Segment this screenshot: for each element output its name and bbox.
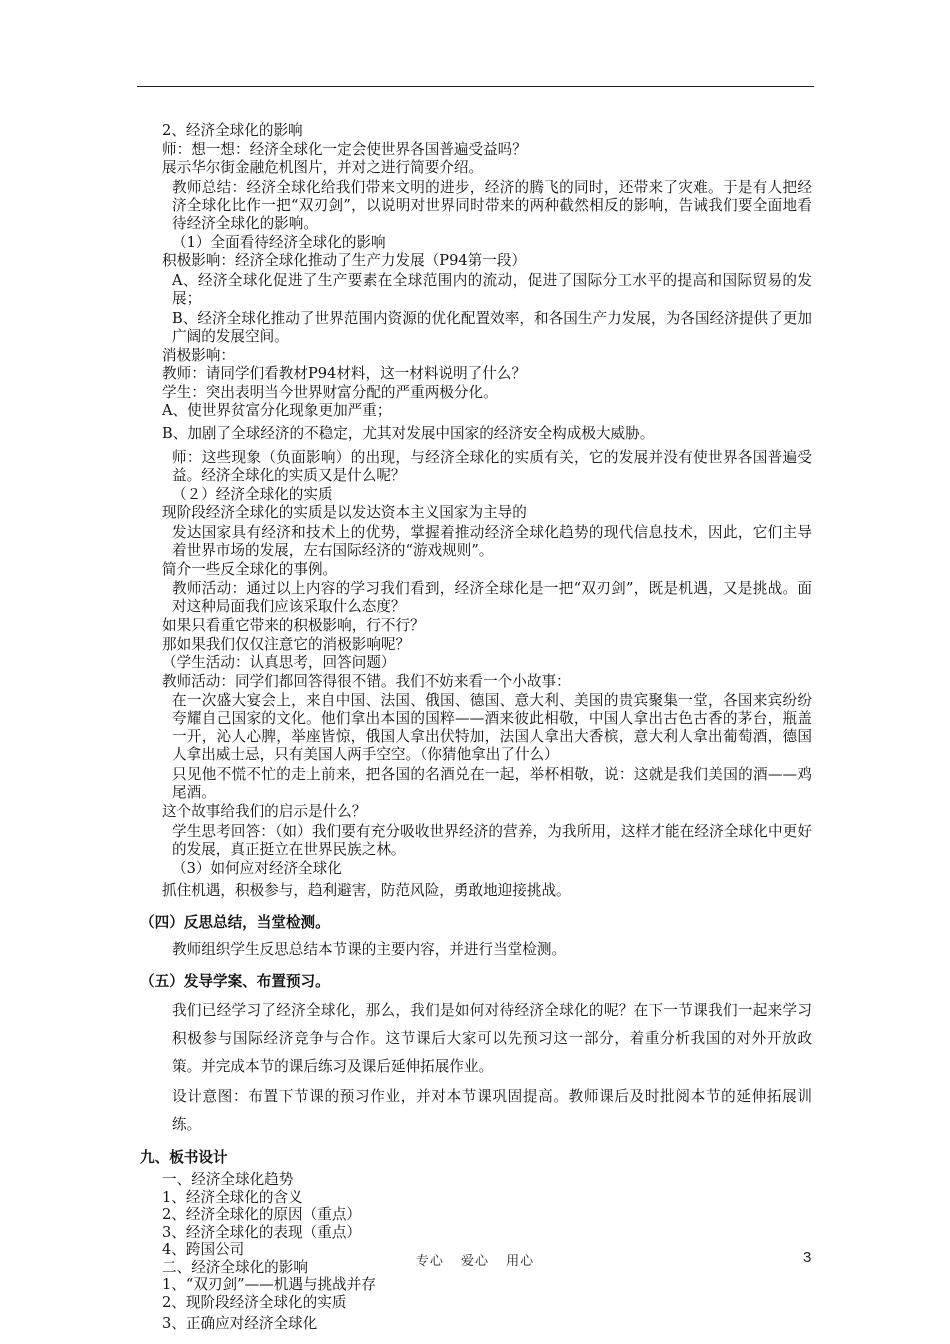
text-line: 消极影响： — [162, 346, 235, 364]
text-line: 发达国家具有经济和技术上的优势，掌握着推动经济全球化趋势的现代信息技术，因此，它们主导着世界市场的发展，左右国际经济的“游戏规则”。 — [172, 523, 812, 559]
text-line: 师：这些现象（负面影响）的出现，与经济全球化的实质有关，它的发展并没有使世界各国普遍受益。经济全球化的实质又是什么呢？ — [172, 448, 812, 484]
board-item: 二、经济全球化的影响 — [162, 1258, 308, 1276]
heading-reflection: （四）反思总结，当堂检测。 — [140, 914, 330, 931]
paragraph-design-intent: 设计意图：布置下节课的预习作业，并对本节课巩固提高。教师课后及时批阅本节的延伸拓展训练。 — [172, 1088, 812, 1133]
text-line: 这个故事给我们的启示是什么？ — [162, 803, 367, 820]
text-line: 积极影响：经济全球化推动了生产力发展（P94第一段） — [162, 252, 527, 269]
text-line: 教师活动：通过以上内容的学习我们看到，经济全球化是一把“双刃剑”，既是机遇，又是挑战。面对这种局面我们应该采取什么态度？ — [172, 580, 812, 615]
board-item: 3、正确应对经济全球化 — [162, 1315, 318, 1332]
text-line: B、经济全球化推动了世界范围内资源的优化配置效率，和各国生产力发展，为各国经济提供了更加广阔的发展空间。 — [172, 309, 812, 345]
board-item: 1、经济全球化的含义 — [162, 1188, 303, 1206]
board-item: 2、现阶段经济全球化的实质 — [162, 1293, 347, 1311]
text-line: 教师：请同学们看教材P94材料，这一材料说明了什么？ — [162, 365, 527, 382]
text-line: A、使世界贫富分化现象更加严重； — [162, 402, 392, 419]
text-line: 学生思考回答：（如）我们要有充分吸收世界经济的营养，为我所用，这样才能在经济全球化中更好的发展，真正挺立在世界民族之林。 — [172, 822, 812, 858]
footer-motto: 专心 爱心 用心 — [415, 1254, 535, 1269]
text-line: B、加剧了全球经济的不稳定，尤其对发展中国家的经济安全构成极大威胁。 — [162, 424, 655, 442]
board-item: 2、经济全球化的原因（重点） — [162, 1206, 362, 1223]
paragraph-preview: 我们已经学习了经济全球化，那么，我们是如何对待经济全球化的呢？在下一节课我们一起来学习积极参与国际经济竞争与合作。这节课后大家可以先预习这一部分，着重分析我国的对外开放政策。并完成本节的课后练习及课后延伸拓展作业。 — [172, 1002, 812, 1075]
text-line: 学生：突出表明当今世界财富分配的严重两极分化。 — [162, 383, 498, 401]
heading-preview: （五）发导学案、布置预习。 — [140, 973, 330, 990]
board-item: 1、“双刃剑”——机遇与挑战并存 — [162, 1276, 376, 1293]
page-number: 3 — [803, 1249, 812, 1266]
text-line: （学生活动：认真思考，回答问题） — [162, 654, 396, 671]
page-body — [140, 121, 812, 1336]
board-item: 3、经济全球化的表现（重点） — [162, 1223, 362, 1241]
text-line: 展示华尔街金融危机图片，并对之进行简要介绍。 — [162, 159, 484, 176]
text-line: 抓住机遇，积极参与，趋利避害，防范风险，勇敢地迎接挑战。 — [162, 882, 571, 899]
text-line: 师：想一想：经济全球化一定会使世界各国普遍受益吗？ — [162, 140, 527, 158]
text-line: （1）全面看待经济全球化的影响 — [172, 233, 386, 251]
text-line: 教师总结：经济全球化给我们带来文明的进步，经济的腾飞的同时，还带来了灾难。于是有人把经济全球化比作一把“双刃剑”，以说明对世界同时带来的两种截然相反的影响，告诫我们要全面地看待经济全球化的影响。 — [172, 178, 812, 232]
text-line: 在一次盛大宴会上，来自中国、法国、俄国、德国、意大利、美国的贵宾聚集一堂，各国来宾纷纷夸耀自己国家的文化。他们拿出本国的国粹——酒来彼此相敬，中国人拿出古色古香的茅台，瓶盖一开，沁人心脾，举座皆惊，俄国人拿出伏特加，法国人拿出大香槟，意大利人拿出葡萄酒，德国人拿出威士忌，只有美国人两手空空。（你猜他拿出了什么） — [172, 692, 812, 763]
text-line: 现阶段经济全球化的实质是以发达资本主义国家为主导的 — [162, 504, 527, 521]
text-line: 简介一些反全球化的事例。 — [162, 560, 338, 578]
board-item: 4、跨国公司 — [162, 1241, 245, 1258]
text-line: （２）经济全球化的实质 — [172, 485, 333, 503]
text-line: 那如果我们仅仅注意它的消极影响呢？ — [162, 635, 411, 653]
board-item: 一、经济全球化趋势 — [162, 1171, 294, 1188]
text-line: （3）如何应对经济全球化 — [172, 859, 342, 877]
heading-board-design: 九、板书设计 — [140, 1149, 228, 1166]
text-line: 只见他不慌不忙的走上前来，把各国的名酒兑在一起，举杯相敬，说：这就是我们美国的酒——鸡尾酒。 — [172, 766, 812, 801]
text-line: 如果只看重它带来的积极影响，行不行？ — [162, 617, 425, 634]
text-line: 教师活动：同学们都回答得很不错。我们不妨来看一个小故事： — [162, 672, 571, 690]
paragraph-reflection: 教师组织学生反思总结本节课的主要内容，并进行当堂检测。 — [172, 941, 567, 958]
text-line: 2、经济全球化的影响 — [162, 122, 303, 139]
lesson-section-impact — [140, 122, 812, 904]
text-line: A、经济全球化促进了生产要素在全球范围内的流动，促进了国际分工水平的提高和国际贸易的发展； — [172, 271, 812, 307]
header-rule — [137, 86, 814, 87]
